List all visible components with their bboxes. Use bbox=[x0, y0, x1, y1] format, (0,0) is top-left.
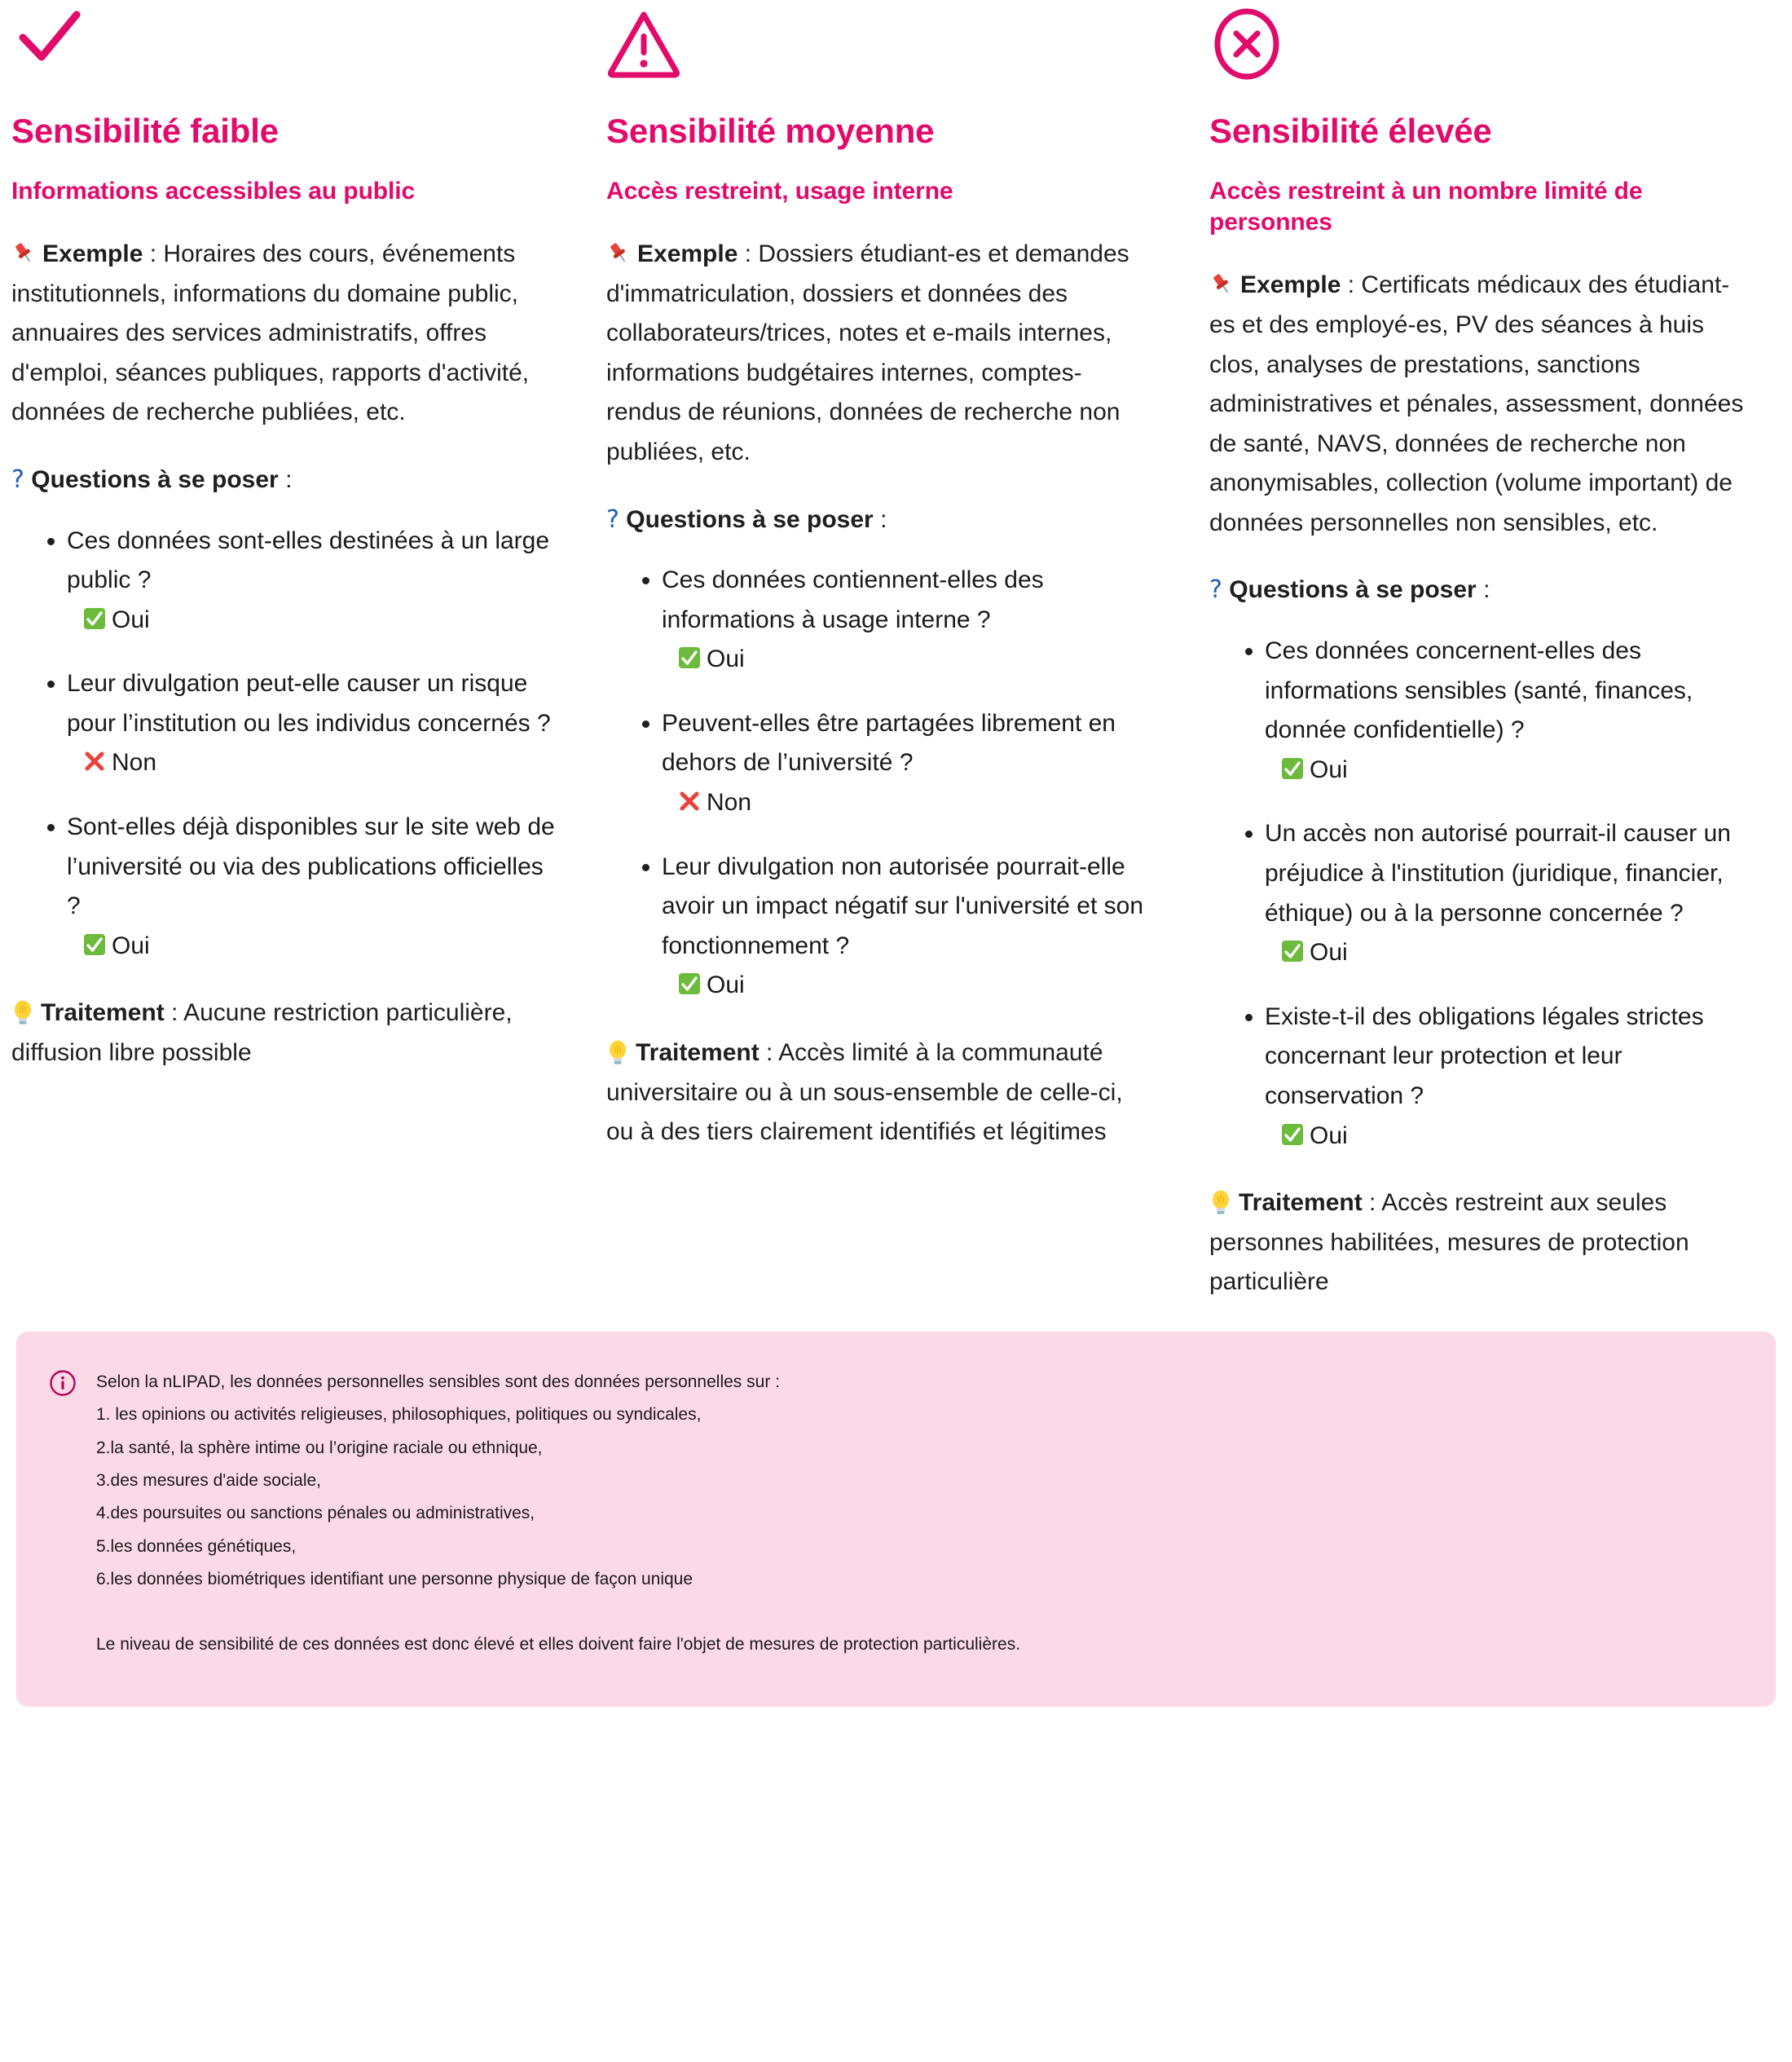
check-box-icon bbox=[83, 933, 106, 956]
answer-text: Oui bbox=[1310, 1121, 1348, 1149]
check-box-icon bbox=[1281, 757, 1304, 780]
level-subtitle: Accès restreint à un nombre limité de personnes bbox=[1209, 177, 1643, 236]
answer-line bbox=[662, 966, 1152, 1006]
answer-line bbox=[1265, 1117, 1748, 1157]
questions-heading bbox=[606, 500, 1152, 540]
treatment-label: Traitement bbox=[1239, 1189, 1363, 1217]
question-text: Existe-t-il des obligations légales strictes concernant leur protection et leur conservation ? bbox=[1265, 1002, 1704, 1110]
colon: : bbox=[164, 999, 184, 1027]
check-box-icon bbox=[678, 972, 701, 995]
answer-text: Oui bbox=[112, 932, 150, 959]
questions-heading bbox=[11, 460, 557, 500]
questions-list bbox=[1209, 632, 1748, 1156]
list-item bbox=[47, 664, 557, 783]
question-text: Leur divulgation peut-elle causer un risque pour l’institution ou les individus concernés ? bbox=[67, 670, 551, 737]
nlipad-info-panel bbox=[16, 1332, 1776, 1707]
info-item: 4.des poursuites ou sanctions pénales ou administratives, bbox=[96, 1504, 535, 1523]
example-text: Certificats médicaux des étudiant-es et des employé-es, PV des séances à huis clos, analyses de prestations, sanctions administratives et pénales, assessment, données de santé, NAVS, données de recherche non anonymisables, collection (volume important) de données personnelles non sensibles, etc. bbox=[1209, 271, 1744, 536]
question-text: Ces données concernent-elles des informations sensibles (santé, finances, donnée confidentielle) ? bbox=[1265, 637, 1693, 744]
answer-text: Oui bbox=[707, 972, 745, 999]
answer-text: Non bbox=[707, 789, 752, 817]
colon: : bbox=[737, 240, 759, 267]
answer-text: Oui bbox=[707, 645, 745, 673]
pushpin-icon bbox=[606, 240, 631, 265]
treatment-label: Traitement bbox=[41, 999, 165, 1027]
question-text: Sont-elles déjà disponibles sur le site web de l’université ou via des publications officielles ? bbox=[67, 813, 555, 920]
level-title: Sensibilité élevée bbox=[1209, 112, 1492, 150]
check-box-icon bbox=[83, 607, 106, 630]
questions-label: Questions à se poser bbox=[626, 505, 874, 533]
level-title: Sensibilité moyenne bbox=[606, 112, 935, 150]
light-bulb-icon bbox=[1209, 1189, 1232, 1217]
questions-label: Questions à se poser bbox=[31, 465, 279, 493]
answer-line bbox=[662, 783, 1152, 823]
level-title: Sensibilité faible bbox=[11, 112, 279, 150]
colon: : bbox=[1362, 1189, 1382, 1217]
list-item bbox=[47, 808, 557, 966]
light-bulb-icon bbox=[606, 1039, 629, 1067]
answer-text: Oui bbox=[112, 606, 150, 633]
example-paragraph bbox=[11, 235, 557, 433]
colon: : bbox=[1341, 271, 1362, 299]
treatment-label: Traitement bbox=[636, 1039, 760, 1067]
info-intro: Selon la nLIPAD, les données personnelles sensibles sont des données personnelles sur : bbox=[96, 1372, 780, 1391]
pushpin-icon bbox=[1209, 271, 1234, 296]
example-label: Exemple bbox=[1240, 271, 1341, 299]
info-item: 3.des mesures d'aide sociale, bbox=[96, 1470, 321, 1490]
example-text: Dossiers étudiant-es et demandes d'immatriculation, dossiers et données des collaborateurs/trices, notes et e-mails internes, informations budgétaires internes, comptes-rendus de réunions, données de recherche non publiées, etc. bbox=[606, 240, 1129, 465]
check-box-icon bbox=[678, 646, 701, 669]
colon: : bbox=[143, 240, 164, 267]
treatment-text: Accès restreint aux seules personnes habilitées, mesures de protection particulière bbox=[1209, 1189, 1689, 1296]
answer-text: Oui bbox=[1310, 939, 1348, 967]
list-item bbox=[1245, 814, 1748, 972]
cross-mark-icon bbox=[83, 750, 106, 773]
list-item bbox=[1245, 632, 1748, 790]
warning-triangle-icon bbox=[606, 0, 1152, 91]
level-subtitle: Accès restreint, usage interne bbox=[606, 177, 953, 205]
answer-line bbox=[662, 640, 1152, 680]
treatment-paragraph bbox=[1209, 1183, 1748, 1302]
colon-end: : bbox=[278, 465, 293, 493]
treatment-paragraph bbox=[11, 994, 557, 1073]
example-paragraph bbox=[1209, 266, 1748, 543]
questions-list bbox=[606, 561, 1152, 1006]
treatment-text: Accès limité à la communauté universitaire ou à un sous-ensemble de celle-ci, ou à des tiers clairement identifiés et légitimes bbox=[606, 1039, 1123, 1146]
circle-x-icon bbox=[1209, 0, 1748, 91]
sensitivity-level-card-medium bbox=[595, 0, 1172, 1302]
answer-line bbox=[67, 927, 557, 967]
info-item: 1. les opinions ou activités religieuses, philosophiques, politiques ou syndicales, bbox=[96, 1405, 702, 1425]
treatment-paragraph bbox=[606, 1033, 1152, 1152]
question-mark-icon: ? bbox=[11, 465, 24, 494]
colon: : bbox=[759, 1039, 779, 1067]
treatment-text: Aucune restriction particulière, diffusion libre possible bbox=[11, 999, 513, 1067]
level-subtitle: Informations accessibles au public bbox=[11, 177, 416, 205]
answer-line bbox=[67, 743, 557, 783]
colon-end: : bbox=[1476, 576, 1490, 604]
info-item: 2.la santé, la sphère intime ou l’origine raciale ou ethnique, bbox=[96, 1438, 543, 1457]
sensitivity-level-card-high bbox=[1190, 0, 1768, 1302]
question-mark-icon: ? bbox=[606, 504, 619, 534]
check-box-icon bbox=[1281, 940, 1304, 963]
question-text: Leur divulgation non autorisée pourrait-elle avoir un impact négatif sur l'université et son fonctionnement ? bbox=[662, 853, 1144, 959]
question-mark-icon: ? bbox=[1209, 575, 1222, 605]
list-item bbox=[642, 561, 1152, 680]
example-paragraph bbox=[606, 235, 1152, 473]
question-text: Un accès non autorisé pourrait-il causer un préjudice à l'institution (juridique, financier, éthique) ou à la personne concernée ? bbox=[1265, 820, 1731, 927]
answer-line bbox=[67, 601, 557, 641]
answer-line bbox=[1265, 751, 1748, 791]
answer-text: Non bbox=[112, 749, 157, 777]
check-box-icon bbox=[1281, 1123, 1304, 1146]
answer-text: Oui bbox=[1310, 756, 1348, 783]
list-item bbox=[642, 704, 1152, 823]
colon-end: : bbox=[873, 505, 887, 533]
example-label: Exemple bbox=[637, 240, 738, 267]
questions-list bbox=[11, 522, 557, 967]
check-icon bbox=[11, 0, 557, 91]
questions-heading bbox=[1209, 571, 1748, 610]
info-circle-icon bbox=[49, 1369, 77, 1401]
questions-label: Questions à se poser bbox=[1229, 576, 1477, 604]
info-conclusion: Le niveau de sensibilité de ces données est donc élevé et elles doivent faire l'objet de mesures de protection particulières. bbox=[96, 1635, 1021, 1654]
list-item bbox=[47, 522, 557, 641]
info-item: 6.les données biométriques identifiant une personne physique de façon unique bbox=[96, 1569, 693, 1588]
example-text: Horaires des cours, événements institutionnels, informations du domaine public, annuaires des services administratifs, offres d'emploi, séances publiques, rapports d'activité, données de recherche publiées, etc. bbox=[11, 240, 530, 426]
example-label: Exemple bbox=[42, 240, 143, 267]
pushpin-icon bbox=[11, 240, 36, 265]
answer-line bbox=[1265, 933, 1748, 973]
sensitivity-level-card-low bbox=[0, 0, 577, 1302]
info-item: 5.les données génétiques, bbox=[96, 1536, 297, 1556]
question-text: Ces données contiennent-elles des informations à usage interne ? bbox=[662, 566, 1044, 633]
question-text: Ces données sont-elles destinées à un large public ? bbox=[67, 527, 550, 594]
cross-mark-icon bbox=[678, 790, 701, 813]
list-item bbox=[642, 848, 1152, 1006]
light-bulb-icon bbox=[11, 999, 34, 1027]
question-text: Peuvent-elles être partagées librement en dehors de l’université ? bbox=[662, 709, 1116, 777]
info-panel-body bbox=[96, 1366, 1743, 1662]
list-item bbox=[1245, 998, 1748, 1156]
